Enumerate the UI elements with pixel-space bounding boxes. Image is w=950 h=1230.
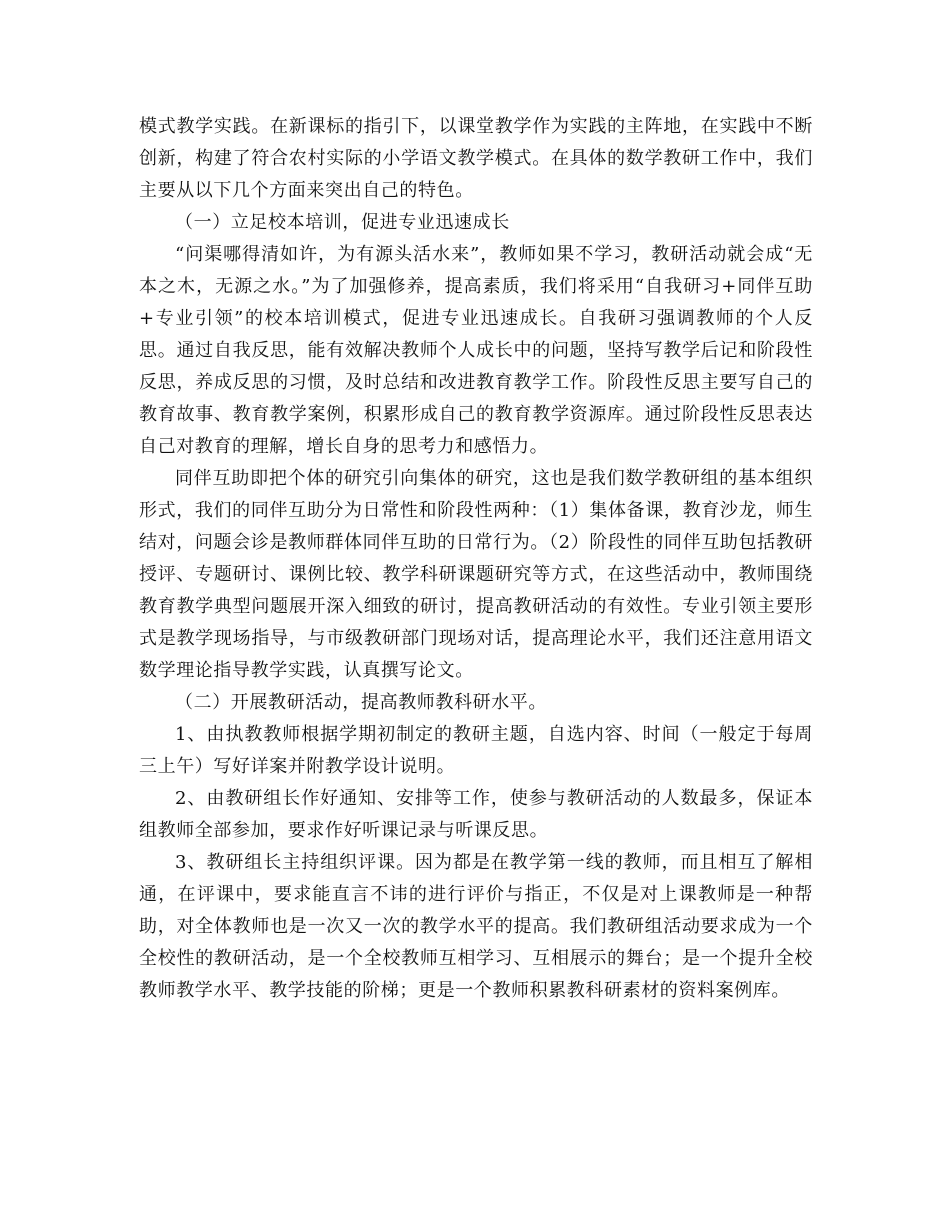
paragraph-peer-support: 同伴互助即把个体的研究引向集体的研究，这也是我们数学教研组的基本组织形式，我们的同伴互助分为日常性和阶段性两种：（1）集体备课，教育沙龙，师生结对，问题会诊是教师群体同伴互助的日常行为。（2）阶段性的同伴互助包括教研授评、专题研讨、课例比较、教学科研课题研究等方式，在这些活动中，教师围绕教育教学典型问题展开深入细致的研讨，提高教研活动的有效性。专业引领主要形式是教学现场指导，与市级教研部门现场对话，提高理论水平，我们还注意用语文数学理论指导教学实践，认真撰写论文。 xyxy=(139,468,813,681)
document-page xyxy=(139,111,813,1007)
paragraph-intro-continuation: 模式教学实践。在新课标的指引下，以课堂教学作为实践的主阵地，在实践中不断创新，构建了符合农村实际的小学语文教学模式。在具体的数学教研工作中，我们主要从以下几个方面来突出自己的特色。 xyxy=(139,116,813,201)
paragraph-self-study: “问渠哪得清如许，为有源头活水来”，教师如果不学习，教研活动就会成“无本之木，无源之水。”为了加强修养，提高素质，我们将采用“自我研习+同伴互助+专业引领”的校本培训模式，促进专业迅速成长。自我研习强调教师的个人反思。通过自我反思，能有效解决教师个人成长中的问题，坚持写教学后记和阶段性反思，养成反思的习惯，及时总结和改进教育教学工作。阶段性反思主要写自己的教育故事、教育教学案例，积累形成自己的教育教学资源库。通过阶段性反思表达自己对教育的理解，增长自身的思考力和感悟力。 xyxy=(139,244,813,457)
section-heading-school-training: （一）立足校本培训，促进专业迅速成长 xyxy=(175,212,510,233)
list-item-2: 2、由教研组长作好通知、安排等工作，使参与教研活动的人数最多，保证本组教师全部参加，要求作好听课记录与听课反思。 xyxy=(139,788,813,841)
list-item-3: 3、教研组长主持组织评课。因为都是在教学第一线的教师，而且相互了解相通，在评课中，要求能直言不讳的进行评价与指正，不仅是对上课教师是一种帮助，对全体教师也是一次又一次的教学水平的提高。我们教研组活动要求成为一个全校性的教研活动，是一个全校教师互相学习、互相展示的舞台；是一个提升全校教师教学水平、教学技能的阶梯；更是一个教师积累教科研素材的资料案例库。 xyxy=(139,852,813,1001)
list-item-1: 1、由执教教师根据学期初制定的教研主题，自选内容、时间（一般定于每周三上午）写好详案并附教学设计说明。 xyxy=(139,724,813,777)
section-heading-research-activities: （二）开展教研活动，提高教师教科研水平。 xyxy=(175,692,547,713)
